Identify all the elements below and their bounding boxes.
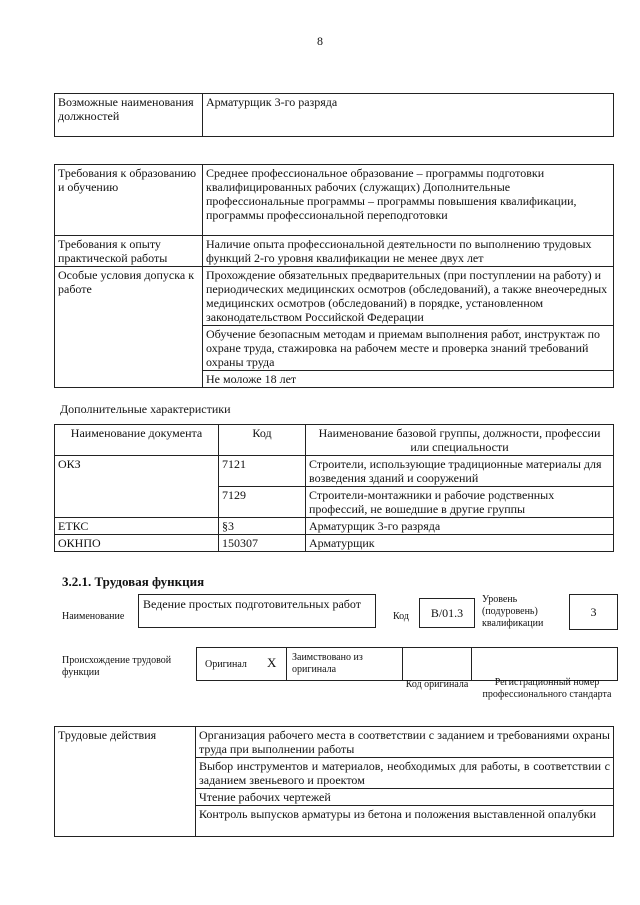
experience-value: Наличие опыта профессиональной деятельности по выполнению трудовых функций 2-го уровня квалификации не менее двух лет [203,236,614,267]
origin-label: Происхождение трудовой функции [62,655,172,678]
original-mark: X [267,655,277,670]
conditions-value-3: Не моложе 18 лет [203,371,614,388]
requirements-table [54,164,614,388]
name-label: Наименование [62,611,125,622]
header-doc: Наименование документа [55,425,219,456]
actions-table [54,726,614,837]
additional-table [54,424,614,552]
origin-divider [402,648,403,680]
header-name: Наименование базовой группы, должности, профессии или специальности [306,425,614,456]
section-title: 3.2.1. Трудовая функция [62,574,205,589]
row-code: 7121 [219,456,306,487]
original-label: Оригинал [205,659,247,670]
row-doc: ОКЗ [55,456,219,518]
row-name: Строители, использующие традиционные материалы для возведения зданий и сооружений [306,456,614,487]
row-code: §3 [219,518,306,535]
row-name: Строители-монтажники и рабочие родственных профессий, не вошедшие в другие группы [306,487,614,518]
origin-divider [286,648,287,680]
experience-label: Требования к опыту практической работы [55,236,203,267]
borrowed-label: Заимствовано из оригинала [292,652,363,675]
additional-title: Дополнительные характеристики [60,402,231,416]
positions-table [54,93,614,137]
origin-box [196,647,618,681]
row-name: Арматурщик 3-го разряда [306,518,614,535]
row-doc: ОКНПО [55,535,219,552]
function-name: Ведение простых подготовительных работ [138,594,376,628]
conditions-value-1: Прохождение обязательных предварительных (при поступлении на работу) и периодических медицинских осмотров (обследований), а также внеочередных медицинских осмотров (обследований) в порядке, установленном законодательством Российской Федерации [203,267,614,326]
conditions-label: Особые условия допуска к работе [55,267,203,388]
row-code: 150307 [219,535,306,552]
conditions-value-2: Обучение безопасным методам и приемам выполнения работ, инструктаж по охране труда, стажировка на рабочем месте и проверка знаний требований охраны труда [203,326,614,371]
code-label: Код [393,611,409,622]
row-code: 7129 [219,487,306,518]
level-value: 3 [569,594,618,630]
page-number: 8 [317,34,323,48]
action-item: Чтение рабочих чертежей [196,789,614,806]
action-item: Контроль выпусков арматуры из бетона и положения выставленной опалубки [196,806,614,837]
actions-label: Трудовые действия [55,727,196,837]
positions-label: Возможные наименования должностей [55,94,203,137]
row-doc: ЕТКС [55,518,219,535]
action-item: Организация рабочего места в соответствии с заданием и требованиями охраны труда при выполнении работы [196,727,614,758]
level-label: Уровень (подуровень) квалификации [482,594,544,629]
code-orig-caption: Код оригинала [405,679,469,690]
education-value: Среднее профессиональное образование – программы подготовки квалифицированных рабочих (служащих) Дополнительные профессиональные программы – программы повышения квалификации, программы профессиональной переподготовки [203,165,614,236]
origin-divider [471,648,472,680]
row-name: Арматурщик [306,535,614,552]
positions-value: Арматурщик 3-го разряда [203,94,614,137]
function-code: B/01.3 [419,598,475,628]
action-item: Выбор инструментов и материалов, необходимых для работы, в соответствии с заданием звеньевого и проектом [196,758,614,789]
header-code: Код [219,425,306,456]
education-label: Требования к образованию и обучению [55,165,203,236]
reg-caption: Регистрационный номер профессионального стандарта [482,677,612,700]
